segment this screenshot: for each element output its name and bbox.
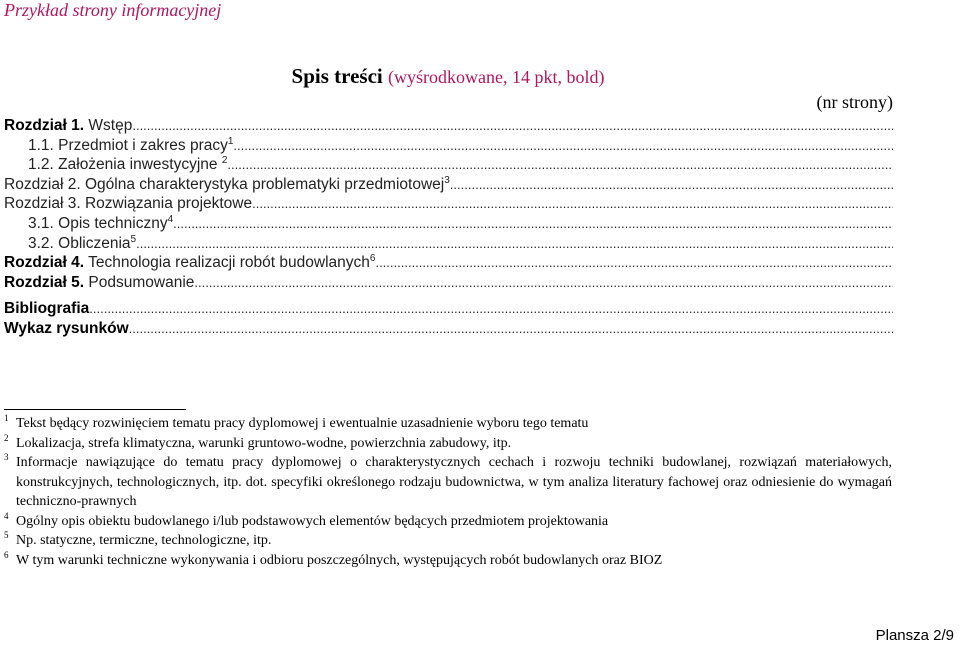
toc-entry-chapter-label: Bibliografia	[4, 300, 90, 318]
toc-leader-dots	[227, 157, 893, 172]
footnote-text: Lokalizacja, strefa klimatyczna, warunki gruntowo-wodne, powierzchnia zabudowy, itp.	[16, 435, 512, 451]
sheet-number: Plansza 2/9	[875, 627, 954, 644]
toc-leader-dots	[173, 216, 893, 231]
toc-entry-chapter-1	[4, 117, 893, 137]
page-number-label: (nr strony)	[816, 92, 893, 112]
footnote-text: W tym warunki techniczne wykonywania i odbioru poszczególnych, występujących robót budowlanych oraz BIOZ	[16, 552, 663, 568]
toc-entry-chapter-label: Wykaz rysunków	[4, 319, 129, 337]
footnote-number: 5	[4, 530, 9, 540]
footnote	[4, 434, 892, 454]
toc-entry-chapter-2	[4, 176, 893, 196]
toc-entry-text: Rozdział 2. Ogólna charakterystyka problematyki przedmiotowej	[4, 175, 445, 193]
footnote-ref: 4	[167, 213, 174, 225]
footnote-ref: 5	[130, 233, 137, 245]
table-of-contents	[4, 117, 893, 340]
footnote	[4, 531, 892, 551]
toc-entry-text: Rozdział 3. Rozwiązania projektowe	[4, 195, 253, 213]
page-header-title: Przykład strony informacyjnej	[4, 0, 222, 20]
toc-leader-dots	[233, 138, 893, 153]
toc-leader-dots	[136, 236, 893, 251]
toc-entry-chapter-label: Rozdział 4.	[4, 254, 85, 272]
footnote	[4, 453, 892, 512]
footnote-ref: 1	[227, 135, 234, 147]
footnote	[4, 512, 892, 532]
footnote	[4, 551, 892, 571]
footnote-number: 2	[4, 432, 9, 443]
toc-entry-1-1	[4, 137, 893, 157]
toc-entry-chapter-5	[4, 274, 893, 294]
toc-entry-bibliography	[4, 300, 893, 320]
toc-leader-dots	[129, 321, 893, 336]
footnote-separator	[4, 409, 186, 410]
toc-entry-text: Wstęp	[84, 117, 133, 134]
toc-entry-3-1	[4, 215, 893, 235]
footnotes	[4, 414, 892, 570]
toc-entry-chapter-3	[4, 195, 893, 215]
toc-entry-chapter-label: Rozdział 1.	[4, 117, 85, 134]
toc-entry-chapter-label: Rozdział 5.	[4, 273, 85, 291]
toc-entry-3-2	[4, 235, 893, 255]
toc-leader-dots	[252, 196, 893, 211]
footnote	[4, 414, 892, 434]
toc-entry-text: Podsumowanie	[84, 273, 195, 291]
toc-entry-text: 3.1. Opis techniczny	[28, 214, 168, 232]
toc-leader-dots	[450, 177, 893, 192]
footnote-text: Tekst będący rozwinięciem tematu pracy dyplomowej i ewentualnie uzasadnienie wyboru tego tematu	[16, 416, 589, 431]
footnote-ref: 3	[444, 174, 450, 186]
toc-entry-text: 1.2. Założenia inwestycyjne	[28, 156, 222, 174]
footnote-text: Np. statyczne, termiczne, technologiczne, itp.	[16, 533, 272, 548]
footnote-number: 3	[4, 452, 9, 462]
footnote-number: 1	[4, 413, 9, 423]
footnote-ref: 6	[369, 253, 376, 264]
footnote-ref: 2	[221, 155, 228, 167]
toc-leader-dots	[89, 301, 893, 316]
footnote-text: Informacje nawiązujące do tematu pracy dyplomowej o charakterystycznych cechach i rozwoju techniki budowlanej, rozwiązań materiałowych, konstrukcyjnych, technologicznych, itp. dot. specyfiki określonego rodzaju budownictwa, w tym analiza literatury fachowej oraz odniesienie do wymagań techniczno-prawnych	[16, 455, 892, 509]
toc-entry-text: 3.2. Obliczenia	[28, 234, 131, 252]
toc-leader-dots	[194, 275, 893, 290]
toc-entry-figures-list	[4, 320, 893, 340]
toc-entry-chapter-4	[4, 254, 893, 274]
toc-leader-dots	[375, 255, 893, 270]
footnote-text: Ogólny opis obiektu budowlanego i/lub podstawowych elementów będących przedmiotem projektowania	[16, 513, 609, 529]
toc-entry-text: Technologia realizacji robót budowlanych	[84, 254, 370, 272]
footnote-number: 4	[4, 510, 9, 521]
toc-entry-1-2	[4, 156, 893, 176]
toc-heading-title: Spis treści	[291, 64, 383, 88]
toc-heading	[0, 64, 896, 89]
toc-leader-dots	[132, 118, 893, 133]
toc-entry-text: 1.1. Przedmiot i zakres pracy	[28, 136, 228, 154]
toc-heading-note: (wyśrodkowane, 14 pkt, bold)	[387, 67, 605, 87]
footnote-number: 6	[4, 549, 9, 560]
